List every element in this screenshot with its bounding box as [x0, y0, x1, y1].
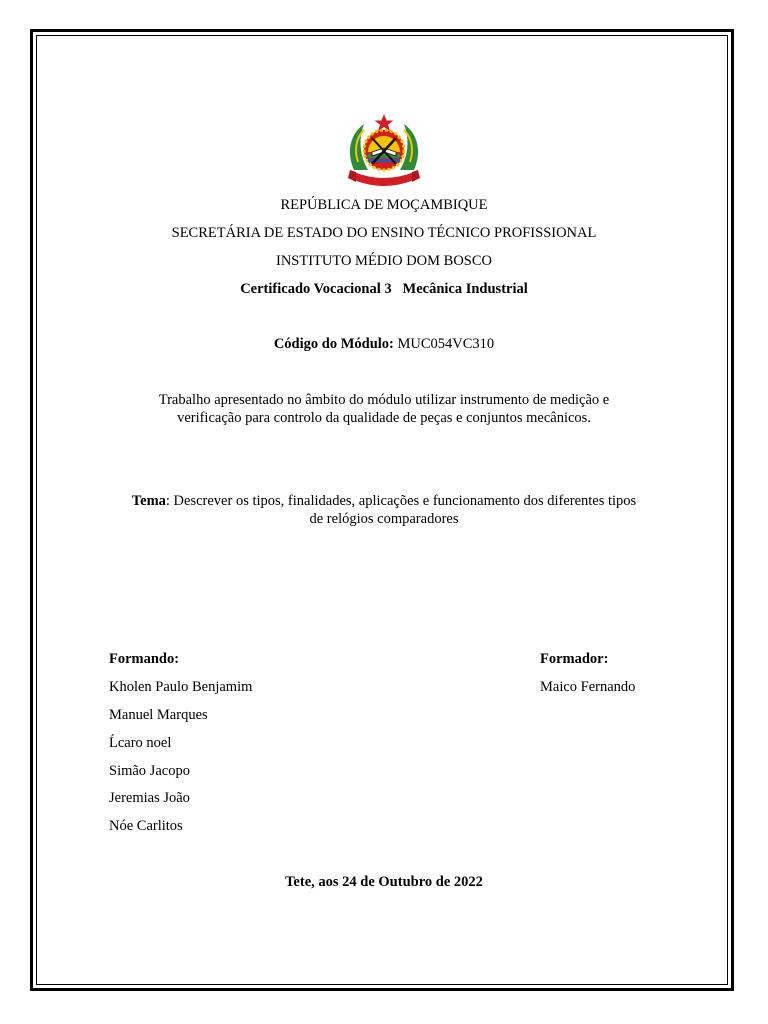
work-description	[100, 391, 668, 427]
students-label: Formando:	[109, 651, 180, 667]
country-heading: REPÚBLICA DE MOÇAMBIQUE	[280, 197, 488, 213]
work-description-line-1: Trabalho apresentado no âmbito do módulo utilizar instrumento de medição e	[158, 392, 610, 408]
trainer-name: Maico Fernando	[540, 679, 636, 695]
theme-text: : Descrever os tipos, finalidades, aplicações e funcionamento dos diferentes tipos	[165, 493, 637, 509]
theme-block	[60, 492, 708, 528]
student-name: Manuel Marques	[109, 707, 208, 723]
mozambique-emblem-icon	[344, 112, 424, 190]
institute-heading: INSTITUTO MÉDIO DOM BOSCO	[275, 253, 493, 269]
trainer-label: Formador:	[540, 651, 609, 667]
module-code-line	[0, 335, 768, 353]
theme-line-2: de relógios comparadores	[309, 511, 459, 527]
place-date: Tete, aos 24 de Outubro de 2022	[285, 874, 483, 890]
student-name: Kholen Paulo Benjamim	[109, 679, 253, 695]
student-name: Simão Jacopo	[109, 763, 190, 779]
student-name: Ĺcaro noel	[109, 735, 172, 751]
student-name: Nóe Carlitos	[109, 818, 183, 834]
student-name: Jeremias João	[109, 790, 190, 806]
module-code-value: MUC054VC310	[397, 336, 495, 352]
secretariat-heading: SECRETÁRIA DE ESTADO DO ENSINO TÉCNICO PROFISSIONAL	[171, 225, 597, 241]
certificate-heading: Certificado Vocacional 3 Mecânica Industrial	[240, 281, 528, 297]
theme-label: Tema	[131, 493, 166, 509]
module-code-label: Código do Módulo:	[273, 336, 394, 352]
theme-line-1	[60, 492, 708, 510]
work-description-line-2: verificação para controlo da qualidade de peças e conjuntos mecânicos.	[177, 410, 591, 426]
